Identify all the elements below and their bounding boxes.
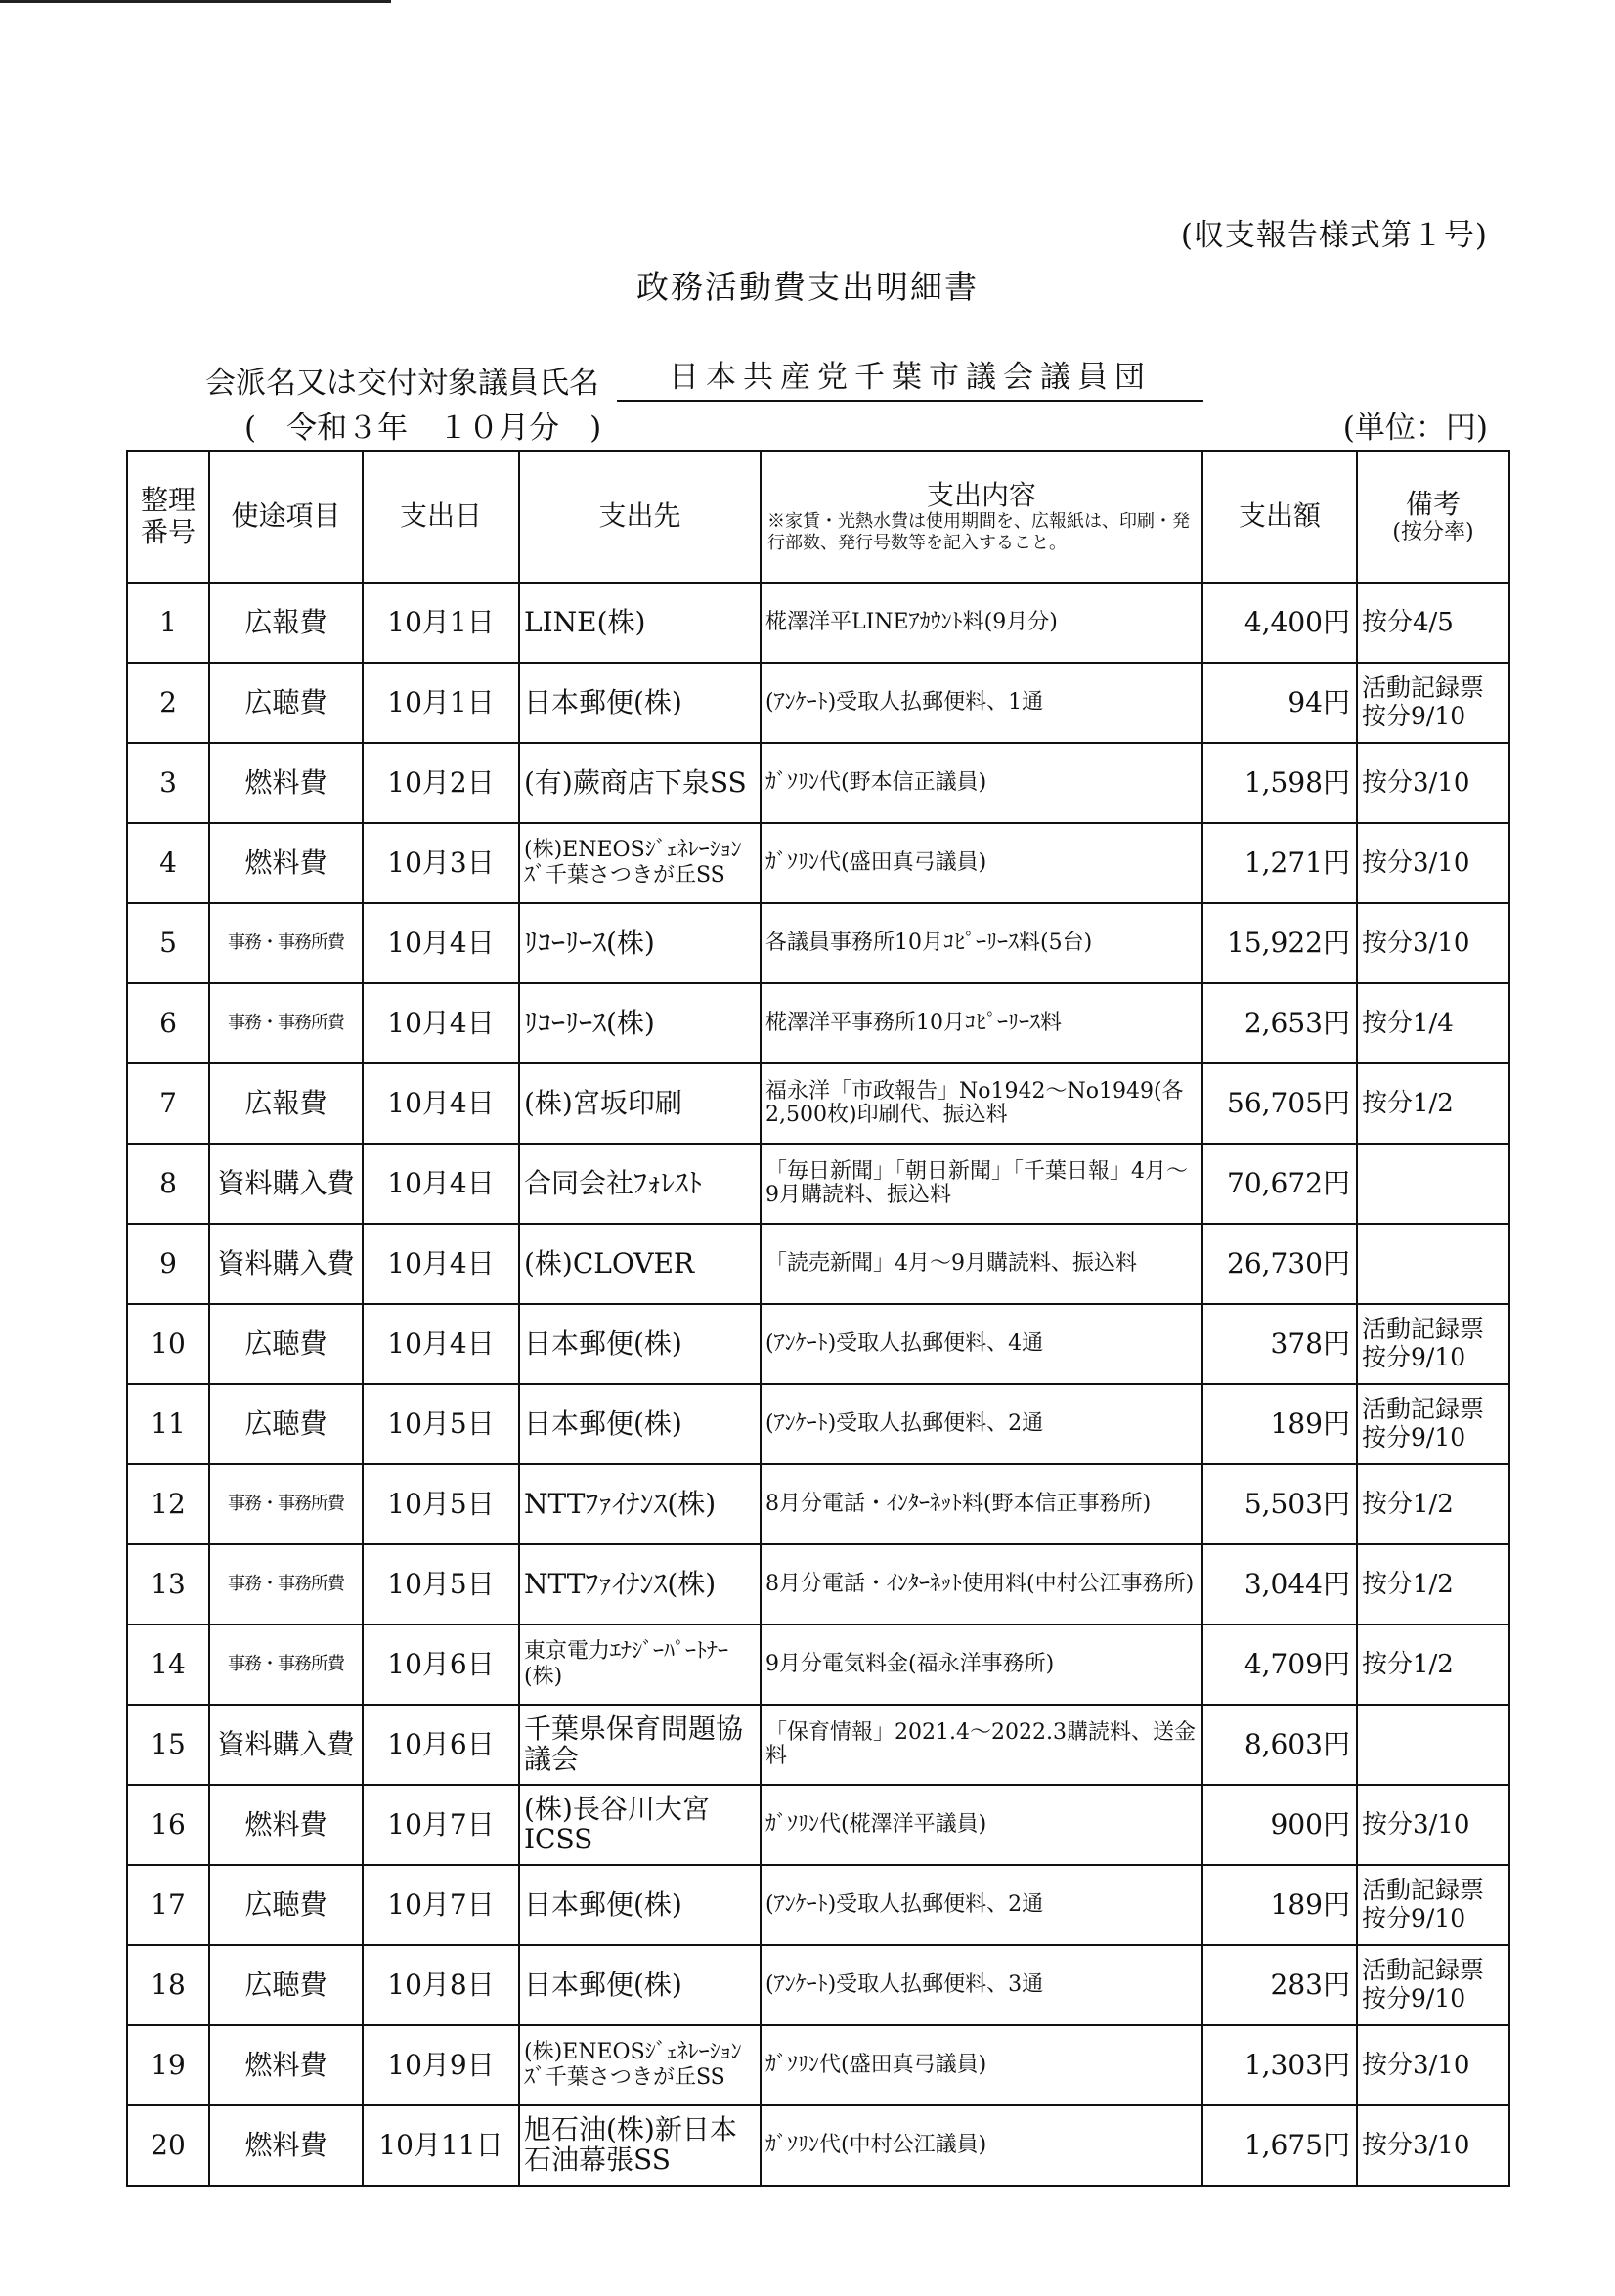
row-amount: 283円	[1202, 1945, 1357, 2025]
row-description: 椛澤洋平LINEｱｶｳﾝﾄ料(9月分)	[761, 583, 1202, 663]
row-category: 事務・事務所費	[209, 903, 363, 983]
row-payee: (株)CLOVER	[519, 1224, 761, 1304]
row-note: 活動記録票按分9/10	[1357, 1865, 1509, 1945]
row-note: 按分3/10	[1357, 2025, 1509, 2105]
table-row	[127, 1063, 1509, 1144]
row-note	[1357, 1705, 1509, 1785]
row-no: 8	[127, 1144, 209, 1224]
table-row	[127, 823, 1509, 903]
table-row	[127, 1384, 1509, 1464]
row-category: 燃料費	[209, 2105, 363, 2186]
header-description	[761, 451, 1202, 583]
table-row	[127, 1464, 1509, 1544]
row-payee: 日本郵便(株)	[519, 1384, 761, 1464]
header-amount: 支出額	[1202, 451, 1357, 583]
row-note: 按分3/10	[1357, 743, 1509, 823]
row-note	[1357, 1224, 1509, 1304]
row-payee: 旭石油(株)新日本石油幕張SS	[519, 2105, 761, 2186]
row-description: 「毎日新聞」「朝日新聞」「千葉日報」4月～9月購読料、振込料	[761, 1144, 1202, 1224]
row-category: 事務・事務所費	[209, 1544, 363, 1625]
row-amount: 378円	[1202, 1304, 1357, 1384]
row-description: (ｱﾝｹｰﾄ)受取人払郵便料、1通	[761, 663, 1202, 743]
row-amount: 2,653円	[1202, 983, 1357, 1063]
table-row	[127, 1625, 1509, 1705]
row-category: 資料購入費	[209, 1144, 363, 1224]
row-description: (ｱﾝｹｰﾄ)受取人払郵便料、4通	[761, 1304, 1202, 1384]
row-category: 燃料費	[209, 823, 363, 903]
row-description: 椛澤洋平事務所10月ｺﾋﾟｰﾘｰｽ料	[761, 983, 1202, 1063]
form-number: (収支報告様式第１号)	[1180, 218, 1488, 253]
table-row	[127, 903, 1509, 983]
row-payee: LINE(株)	[519, 583, 761, 663]
row-category: 広聴費	[209, 1384, 363, 1464]
row-payee: (株)宮坂印刷	[519, 1063, 761, 1144]
row-no: 15	[127, 1705, 209, 1785]
header-date: 支出日	[363, 451, 519, 583]
row-note: 按分1/2	[1357, 1063, 1509, 1144]
row-date: 10月11日	[363, 2105, 519, 2186]
row-no: 16	[127, 1785, 209, 1865]
row-category: 広報費	[209, 583, 363, 663]
row-no: 1	[127, 583, 209, 663]
header-note-sub: (按分率)	[1392, 519, 1474, 544]
row-payee: 日本郵便(株)	[519, 1304, 761, 1384]
row-description: (ｱﾝｹｰﾄ)受取人払郵便料、2通	[761, 1384, 1202, 1464]
row-payee: 東京電力ｴﾅｼﾞｰﾊﾟｰﾄﾅｰ(株)	[519, 1625, 761, 1705]
row-amount: 1,598円	[1202, 743, 1357, 823]
row-category: 広聴費	[209, 1945, 363, 2025]
row-payee: (有)蕨商店下泉SS	[519, 743, 761, 823]
row-note: 活動記録票按分9/10	[1357, 1384, 1509, 1464]
party-name: 日本共産党千葉市議会議員団	[617, 352, 1203, 402]
row-date: 10月2日	[363, 743, 519, 823]
row-date: 10月5日	[363, 1384, 519, 1464]
row-date: 10月1日	[363, 663, 519, 743]
row-note: 按分1/2	[1357, 1544, 1509, 1625]
row-payee: (株)ENEOSｼﾞｪﾈﾚｰｼｮﾝｽﾞ千葉さつきが丘SS	[519, 2025, 761, 2105]
row-payee: (株)ENEOSｼﾞｪﾈﾚｰｼｮﾝｽﾞ千葉さつきが丘SS	[519, 823, 761, 903]
table-row	[127, 1544, 1509, 1625]
row-description: 8月分電話・ｲﾝﾀｰﾈｯﾄ料(野本信正事務所)	[761, 1464, 1202, 1544]
row-date: 10月4日	[363, 1144, 519, 1224]
row-date: 10月7日	[363, 1865, 519, 1945]
table-row	[127, 1945, 1509, 2025]
document-title: 政務活動費支出明細書	[636, 268, 979, 306]
row-description: 各議員事務所10月ｺﾋﾟｰﾘｰｽ料(5台)	[761, 903, 1202, 983]
row-no: 12	[127, 1464, 209, 1544]
table-row	[127, 743, 1509, 823]
row-no: 9	[127, 1224, 209, 1304]
row-no: 20	[127, 2105, 209, 2186]
row-date: 10月6日	[363, 1705, 519, 1785]
row-payee: NTTﾌｧｲﾅﾝｽ(株)	[519, 1544, 761, 1625]
report-period: ( 令和３年 １０月分 )	[244, 411, 602, 446]
row-description: 「保育情報」2021.4～2022.3購読料、送金料	[761, 1705, 1202, 1785]
row-date: 10月4日	[363, 1224, 519, 1304]
row-category: 広報費	[209, 1063, 363, 1144]
row-description: 8月分電話・ｲﾝﾀｰﾈｯﾄ使用料(中村公江事務所)	[761, 1544, 1202, 1625]
row-category: 燃料費	[209, 743, 363, 823]
row-no: 17	[127, 1865, 209, 1945]
row-amount: 189円	[1202, 1865, 1357, 1945]
row-payee: ﾘｺｰﾘｰｽ(株)	[519, 903, 761, 983]
row-no: 11	[127, 1384, 209, 1464]
row-payee: 合同会社ﾌｫﾚｽﾄ	[519, 1144, 761, 1224]
table-row	[127, 983, 1509, 1063]
header-note	[1357, 451, 1509, 583]
row-date: 10月7日	[363, 1785, 519, 1865]
row-date: 10月9日	[363, 2025, 519, 2105]
row-amount: 3,044円	[1202, 1544, 1357, 1625]
row-amount: 94円	[1202, 663, 1357, 743]
row-amount: 900円	[1202, 1785, 1357, 1865]
table-row	[127, 1304, 1509, 1384]
row-description: ｶﾞｿﾘﾝ代(椛澤洋平議員)	[761, 1785, 1202, 1865]
row-no: 7	[127, 1063, 209, 1144]
row-date: 10月4日	[363, 1063, 519, 1144]
header-note-label: 備考	[1405, 487, 1461, 520]
top-rule	[0, 0, 391, 3]
row-payee: ﾘｺｰﾘｰｽ(株)	[519, 983, 761, 1063]
row-description: ｶﾞｿﾘﾝ代(野本信正議員)	[761, 743, 1202, 823]
table-row	[127, 1224, 1509, 1304]
row-description: ｶﾞｿﾘﾝ代(盛田真弓議員)	[761, 823, 1202, 903]
row-amount: 4,400円	[1202, 583, 1357, 663]
row-category: 広聴費	[209, 663, 363, 743]
row-no: 6	[127, 983, 209, 1063]
row-category: 資料購入費	[209, 1224, 363, 1304]
header-category: 使途項目	[209, 451, 363, 583]
header-row	[127, 451, 1509, 583]
party-row	[205, 352, 1203, 402]
row-category: 事務・事務所費	[209, 1464, 363, 1544]
row-no: 19	[127, 2025, 209, 2105]
row-date: 10月1日	[363, 583, 519, 663]
row-note: 按分3/10	[1357, 823, 1509, 903]
row-amount: 4,709円	[1202, 1625, 1357, 1705]
row-payee: 日本郵便(株)	[519, 663, 761, 743]
row-no: 3	[127, 743, 209, 823]
row-amount: 70,672円	[1202, 1144, 1357, 1224]
row-note: 按分3/10	[1357, 1785, 1509, 1865]
row-note: 按分3/10	[1357, 2105, 1509, 2186]
row-no: 13	[127, 1544, 209, 1625]
row-category: 燃料費	[209, 1785, 363, 1865]
row-no: 14	[127, 1625, 209, 1705]
row-date: 10月5日	[363, 1544, 519, 1625]
row-amount: 189円	[1202, 1384, 1357, 1464]
row-date: 10月5日	[363, 1464, 519, 1544]
row-payee: 日本郵便(株)	[519, 1945, 761, 2025]
row-description: ｶﾞｿﾘﾝ代(中村公江議員)	[761, 2105, 1202, 2186]
row-amount: 56,705円	[1202, 1063, 1357, 1144]
row-note: 按分3/10	[1357, 903, 1509, 983]
row-amount: 8,603円	[1202, 1705, 1357, 1785]
table-row	[127, 2105, 1509, 2186]
table-row	[127, 2025, 1509, 2105]
row-no: 5	[127, 903, 209, 983]
row-description: 9月分電気料金(福永洋事務所)	[761, 1625, 1202, 1705]
table-row	[127, 583, 1509, 663]
row-no: 10	[127, 1304, 209, 1384]
row-date: 10月3日	[363, 823, 519, 903]
row-category: 燃料費	[209, 2025, 363, 2105]
row-description: (ｱﾝｹｰﾄ)受取人払郵便料、3通	[761, 1945, 1202, 2025]
row-note: 活動記録票按分9/10	[1357, 663, 1509, 743]
row-category: 広聴費	[209, 1304, 363, 1384]
row-description: 福永洋「市政報告」No1942～No1949(各2,500枚)印刷代、振込料	[761, 1063, 1202, 1144]
row-amount: 1,675円	[1202, 2105, 1357, 2186]
row-date: 10月4日	[363, 903, 519, 983]
row-date: 10月6日	[363, 1625, 519, 1705]
table-row	[127, 1705, 1509, 1785]
row-date: 10月8日	[363, 1945, 519, 2025]
table-row	[127, 663, 1509, 743]
header-no: 整理番号	[127, 451, 209, 583]
currency-unit: (単位：円)	[1342, 411, 1488, 446]
header-payee: 支出先	[519, 451, 761, 583]
row-amount: 5,503円	[1202, 1464, 1357, 1544]
party-label: 会派名又は交付対象議員氏名	[205, 366, 599, 401]
row-description: (ｱﾝｹｰﾄ)受取人払郵便料、2通	[761, 1865, 1202, 1945]
row-amount: 1,303円	[1202, 2025, 1357, 2105]
row-description: 「読売新聞」4月～9月購読料、振込料	[761, 1224, 1202, 1304]
row-category: 資料購入費	[209, 1705, 363, 1785]
header-description-note: ※家賃・光熱水費は使用期間を、広報紙は、印刷・発行部数、発行号数等を記入すること。	[767, 511, 1190, 553]
row-date: 10月4日	[363, 983, 519, 1063]
row-note: 按分1/2	[1357, 1464, 1509, 1544]
expense-rows	[127, 583, 1509, 2186]
expense-table	[126, 450, 1510, 2187]
row-amount: 15,922円	[1202, 903, 1357, 983]
row-payee: 千葉県保育問題協議会	[519, 1705, 761, 1785]
row-note	[1357, 1144, 1509, 1224]
row-date: 10月4日	[363, 1304, 519, 1384]
row-no: 4	[127, 823, 209, 903]
row-payee: NTTﾌｧｲﾅﾝｽ(株)	[519, 1464, 761, 1544]
row-amount: 26,730円	[1202, 1224, 1357, 1304]
row-no: 18	[127, 1945, 209, 2025]
row-note: 按分4/5	[1357, 583, 1509, 663]
row-category: 事務・事務所費	[209, 1625, 363, 1705]
row-description: ｶﾞｿﾘﾝ代(盛田真弓議員)	[761, 2025, 1202, 2105]
row-note: 按分1/4	[1357, 983, 1509, 1063]
row-no: 2	[127, 663, 209, 743]
table-row	[127, 1785, 1509, 1865]
row-category: 広聴費	[209, 1865, 363, 1945]
header-description-label: 支出内容	[926, 478, 1036, 511]
table-row	[127, 1144, 1509, 1224]
table-row	[127, 1865, 1509, 1945]
row-category: 事務・事務所費	[209, 983, 363, 1063]
row-payee: (株)長谷川大宮ICSS	[519, 1785, 761, 1865]
row-note: 活動記録票按分9/10	[1357, 1304, 1509, 1384]
row-amount: 1,271円	[1202, 823, 1357, 903]
row-note: 按分1/2	[1357, 1625, 1509, 1705]
row-payee: 日本郵便(株)	[519, 1865, 761, 1945]
row-note: 活動記録票按分9/10	[1357, 1945, 1509, 2025]
